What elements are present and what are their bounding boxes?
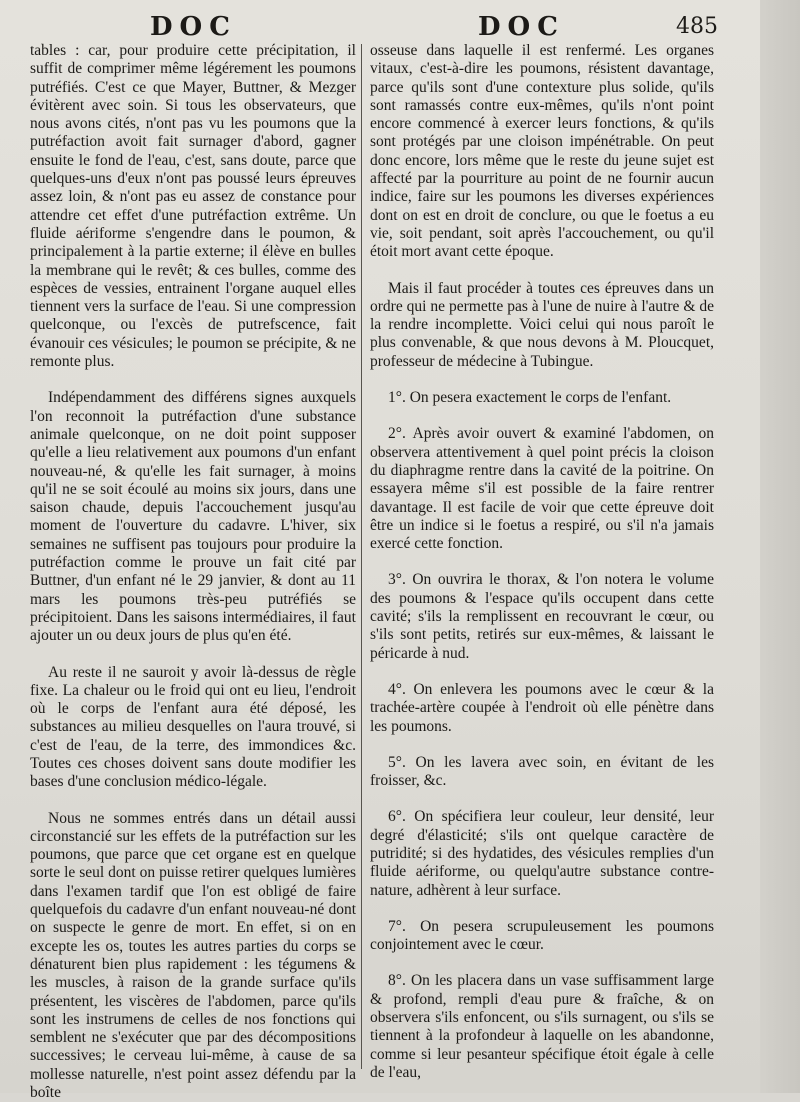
page-number: 485: [676, 14, 718, 39]
running-head-right: DOC: [478, 12, 565, 42]
page-header: [0, 8, 800, 44]
page-edge-shadow: [760, 0, 800, 1093]
column-divider: [361, 44, 362, 1069]
paragraph: tables : car, pour produire cette précipitation, il suffit de comprimer même légérement les poumons putréfiés. C'est ce que Mayer, Buttner, & Mezger évitèrent avec soin. Si tous les observateurs, que nous avons cités, n'ont pas vu les poumons que la putréfaction avoit fait surnager d'abord, gagner ensuite le fond de l'eau, c'est, sans doute, parce que quelques-uns d'eux n'ont pas poussé leurs épreuves assez loin, & n'ont pas eu assez de constance pour attendre cet effet d'une putréfaction extrême. Un fluide aériforme s'engendre dans le poumon, & principalement à la partie externe; il élève en bulles la membrane qui le revêt; & ces bulles, comme des espèces de vessies, entrainent l'organe auquel elles tiennent vers la surface de l'eau. Si une compression quelconque, ou l'excès de putrefscence, fait évanouir ces vésicules; le poumon se précipite, & ne remonte plus.: [30, 42, 356, 371]
list-item: 6°. On spécifiera leur couleur, leur densité, leur degré d'élasticité; s'ils ont quelque caractère de putridité; si des hydatides, des vésicules remplies d'un fluide aériforme, ou quelqu'autre substance contre-nature, adhèrent à leur surface.: [370, 808, 714, 899]
paragraph: osseuse dans laquelle il est renfermé. Les organes vitaux, c'est-à-dire les poumons, résistent davantage, parce qu'ils sont d'une contexture plus solide, qu'ils sont ramassés contre eux-mêmes, qu'ils n'ont point encore commencé à exercer leurs fonctions, & qu'ils sont protégés par une cloison impénétrable. On peut donc encore, lors même que le reste du jeune sujet est affecté par la pourriture au point de ne fournir aucun indice, faire sur les poumons les diverses expériences dont on est en droit de conclure, ou que le foetus a eu vie, soit pendant, soit après l'accouchement, ou qu'il étoit mort avant cette époque.: [370, 42, 714, 261]
paragraph: Indépendamment des différens signes auxquels l'on reconnoit la putréfaction d'une substance animale quelconque, on ne doit point supposer qu'elle a lieu relativement aux poumons d'un enfant nouveau-né, & qu'elle les fait surnager, à moins qu'il ne se soit écoulé au moins six jours, dans une saison chaude, depuis l'accouchement jusqu'au moment de l'ouverture du cadavre. L'hiver, six semaines ne suffisent pas toujours pour produire la putréfaction comme le prouve un fait cité par Buttner, d'un enfant né le 29 janvier, & dont au 11 mars les poumons très-peu putréfiés se précipitoient. Dans les saisons intermédiaires, il faut ajouter un ou deux jours de plus qu'en été.: [30, 389, 356, 645]
list-item: 3°. On ouvrira le thorax, & l'on notera le volume des poumons & l'espace qu'ils occupent dans cette cavité; s'ils la remplissent en recouvrant le cœur, ou s'ils sont petits, retirés sur eux-mêmes, & laissant le péricarde à nud.: [370, 571, 714, 662]
list-item: 4°. On enlevera les poumons avec le cœur & la trachée-artère coupée à l'endroit où elle pénètre dans les poumons.: [370, 680, 714, 735]
list-item: 5°. On les lavera avec soin, en évitant de les froisser, &c.: [370, 753, 714, 790]
paragraph: Nous ne sommes entrés dans un détail aussi circonstancié sur les effets de la putréfaction sur les poumons, que parce que cet organe est en quelque sorte le seul dont on puisse retirer quelques lumières dans l'examen tardif que l'on est obligé de faire quelquefois du cadavre d'un enfant nouveau-né dont on suspecte le genre de mort. En effet, si on en excepte les os, toutes les autres parties du corps se dénaturent bien plus rapidement : les tégumens & les muscles, à raison de la grande surface qu'ils présentent, les viscères de l'abdomen, parce qu'ils sont les instrumens de celles de nos fonctions qui semblent ne s'exécuter que par des décompositions successives; le cerveau lui-même, à cause de sa mollesse naturelle, n'est point assez défendu par la boîte: [30, 809, 356, 1102]
list-item: 1°. On pesera exactement le corps de l'enfant.: [388, 389, 672, 407]
paragraph: Au reste il ne sauroit y avoir là-dessus de règle fixe. La chaleur ou le froid qui ont eu lieu, l'endroit où le corps de l'enfant aura été déposé, les substances au milieu desquelles on l'aura trouvé, si c'est de l'eau, de la terre, des immondices &c. Toutes ces choses doivent sans doute modifier les bases d'une conclusion médico-légale.: [30, 663, 356, 791]
list-item: 7°. On pesera scrupuleusement les poumons conjointement avec le cœur.: [370, 917, 714, 954]
running-head-left: DOC: [150, 12, 237, 42]
paragraph: Mais il faut procéder à toutes ces épreuves dans un ordre qui ne permette pas à l'une de nuire à l'autre & de la rendre incomplette. Voici celui qui nous paroît le plus convenable, & que nous devons à M. Ploucquet, professeur de médecine à Tubingue.: [370, 279, 714, 370]
list-item: 2°. Après avoir ouvert & examiné l'abdomen, on observera attentivement à quel point précis la cloison du diaphragme rentre dans la cavité de la poitrine. On essayera même s'il est possible de la faire rentrer davantage. Il est facile de voir que cette épreuve doit être un indice si le foetus a respiré, ou s'il n'a jamais exercé cette fonction.: [370, 425, 714, 553]
list-item: 8°. On les placera dans un vase suffisamment large & profond, rempli d'eau pure & fraîche, & on observera s'ils enfoncent, ou s'ils surnagent, ou s'ils se tiennent à la profondeur à laquelle on les abandonne, comme si leur pesanteur spécifique étoit égale à celle de l'eau,: [370, 972, 714, 1081]
left-column: [30, 42, 356, 1102]
right-column: [370, 42, 714, 1082]
